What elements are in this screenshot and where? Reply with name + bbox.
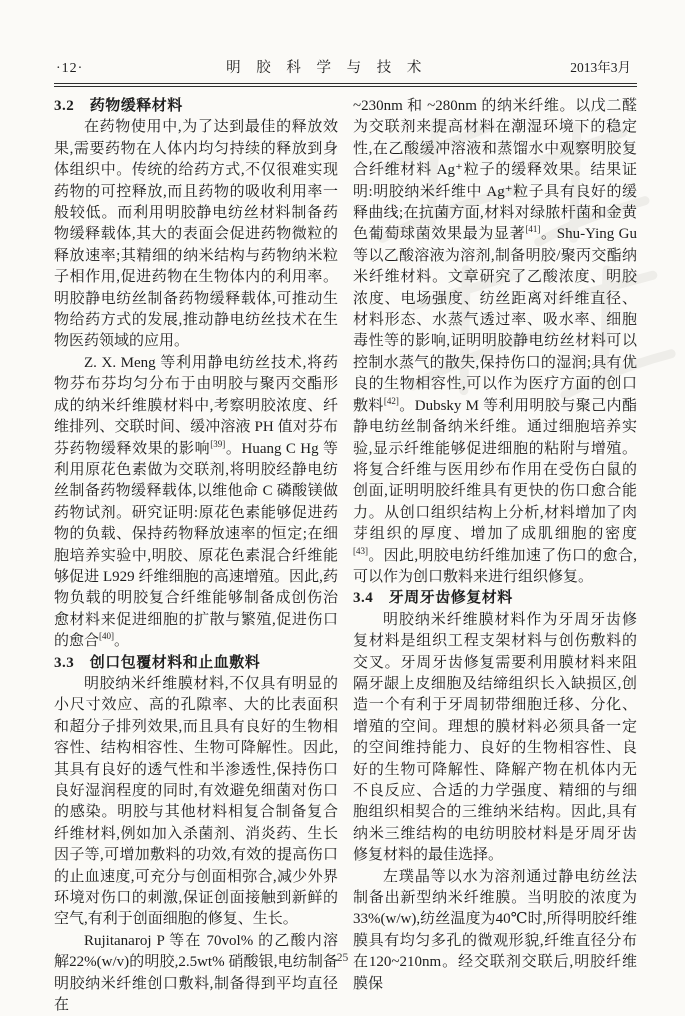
section-heading-3-3: 3.3 创口包覆材料和止血敷料 (54, 654, 261, 671)
header-double-rule (54, 83, 637, 87)
paragraph-zuo-pujing-study: 左璞晶等以水为溶剂通过静电纺丝法制备出新型纳米纤维膜。当明胶的浓度为33%(w/w),纺丝温度为40℃时,所得明胶纤维膜具有均匀多孔的微观形貌,纤维直径分布在120~210nm。经交联剂交联后,明胶纤维膜保 (353, 868, 637, 992)
header-page-number: ·12· (56, 61, 84, 76)
article-body (54, 96, 637, 1016)
issue-date: 2013年3月 (570, 60, 631, 75)
paragraph-meng-huang-studies: Z. X. Meng 等利用静电纺丝技术,将药物芬布芬均匀分布于由明胶与聚丙交酯形成的纳米纤维膜材料中,考察明胶浓度、纤维排列、交联时间、缓冲溶液 PH 值对芬布芬药物缓释效果的影响[39]。Huang C Hg 等利用原花色素做为交联剂,将明胶经静电纺丝制备药物缓释载体,以维他命 C 磷酸镁做药物试剂。研究证明:原花色素能够促进药物的负载、保持药物释放速率的恒定;在细胞培养实验中,明胶、原花色素混合纤维能够促进 L929 纤维细胞的高速增殖。因此,药物负载的明胶复合纤维能够制备成创伤治愈材料来促进细胞的扩散与繁殖,促进伤口的愈合[40]。 (54, 354, 338, 650)
paragraph-dental-repair-intro: 明胶纳米纤维膜材料作为牙周牙齿修复材料是组织工程支架材料与创伤敷料的交叉。牙周牙齿修复需要利用膜材料来阻隔牙龈上皮细胞及结缔组织长入缺损区,创造一个有利于牙周韧带细胞迁移、分化、增殖的空间。理想的膜材料必须具备一定的空间维持能力、良好的生物相容性、良好的生物可降解性、降解产物在机体内无不良反应、合适的力学强度、精细的与细胞组织相契合的三维纳米结构。因此,具有纳米三维结构的电纺明胶材料是牙周牙齿修复材料的最佳选择。 (353, 611, 637, 864)
paragraph-rujitanaroj-study: Rujitanaroj P 等在 70vol% 的乙酸内溶解22%(w/v)的明胶,2.5wt% 硝酸银,电纺制备明胶纳米纤维创口敷料,制备得到平均直径在 (54, 932, 338, 1014)
paragraph-nanofiber-continuation: ~230nm 和 ~280nm 的纳米纤维。以戊二醛为交联剂来提高材料在潮湿环境下的稳定性,在乙酸缓冲溶液和蒸馏水中观察明胶复合纤维材料 Ag⁺粒子的缓释效果。结果证明:明胶纳米纤维中 Ag⁺粒子具有良好的缓释曲线;在抗菌方面,材料对绿脓杆菌和金黄色葡萄球菌效果最为显著[41]。Shu-Ying Gu 等以乙酸溶液为溶剂,制备明胶/聚丙交酯纳米纤维材料。文章研究了乙酸浓度、明胶浓度、电场强度、纺丝距离对纤维直径、材料形态、水蒸气透过率、吸水率、细胞毒性等的影响,证明明胶静电纺丝材料可以控制水蒸气的散失,保持伤口的湿润;具有优良的生物相容性,可以作为医疗方面的创口敷料[42]。Dubsky M 等利用明胶与聚己内酯静电纺丝制备纳米纤维。通过细胞培养实验,显示纤维能够促进细胞的粘附与增殖。将复合纤维与医用纱布作用在受伤白鼠的创面,证明明胶纤维具有更快的伤口愈合能力。从创口组织结构上分析,材料增加了肉芽组织的厚度、增加了成肌细胞的密度[43]。因此,明胶电纺纤维加速了伤口的愈合,可以作为创口敷料来进行组织修复。 (353, 98, 637, 585)
paragraph-drug-release-intro: 在药物使用中,为了达到最佳的释放效果,需要药物在人体内均匀持续的释放到身体组织中。传统的给药方式,不仅很难实现药物的可控释放,而且药物的吸收利用率一般较低。而利用明胶静电纺丝材料制备药物缓释载体,其大的表面会促进药物微粒的释放速率;其精细的纳米结构与药物纳米粒子相作用,促进药物在生物体内的利用率。明胶静电纺丝制备药物缓释载体,可推动生物给药方式的发展,推动静电纺丝技术在生物医药领域的应用。 (54, 119, 338, 350)
page-footer (0, 952, 685, 964)
left-column (54, 96, 338, 1016)
right-column (353, 96, 637, 1016)
paragraph-wound-dressing-properties: 明胶纳米纤维膜材料,不仅具有明显的小尺寸效应、高的孔隙率、大的比表面积和超分子排列效果,而且具有良好的生物相容性、结构相容性、生物可降解性。因此,其具有良好的透气性和半渗透性,保持伤口良好湿润程度的同时,有效避免细菌对伤口的感染。明胶与其他材料相复合制备复合纤维材料,例如加入杀菌剂、消炎药、生长因子等,可增加敷料的功效,有效的提高伤口的止血速度,可充分与创面相弥合,减少外界环境对伤口的刺激,保证创面接触到新鲜的空气,有利于创面细胞的修复、生长。 (54, 675, 338, 928)
footer-page-number: 25 (336, 952, 349, 964)
section-heading-3-4: 3.4 牙周牙齿修复材料 (353, 590, 513, 607)
journal-title: 明 胶 科 学 与 技 术 (226, 60, 428, 76)
running-header (54, 56, 637, 77)
section-heading-3-2: 3.2 药物缓释材料 (54, 98, 183, 114)
